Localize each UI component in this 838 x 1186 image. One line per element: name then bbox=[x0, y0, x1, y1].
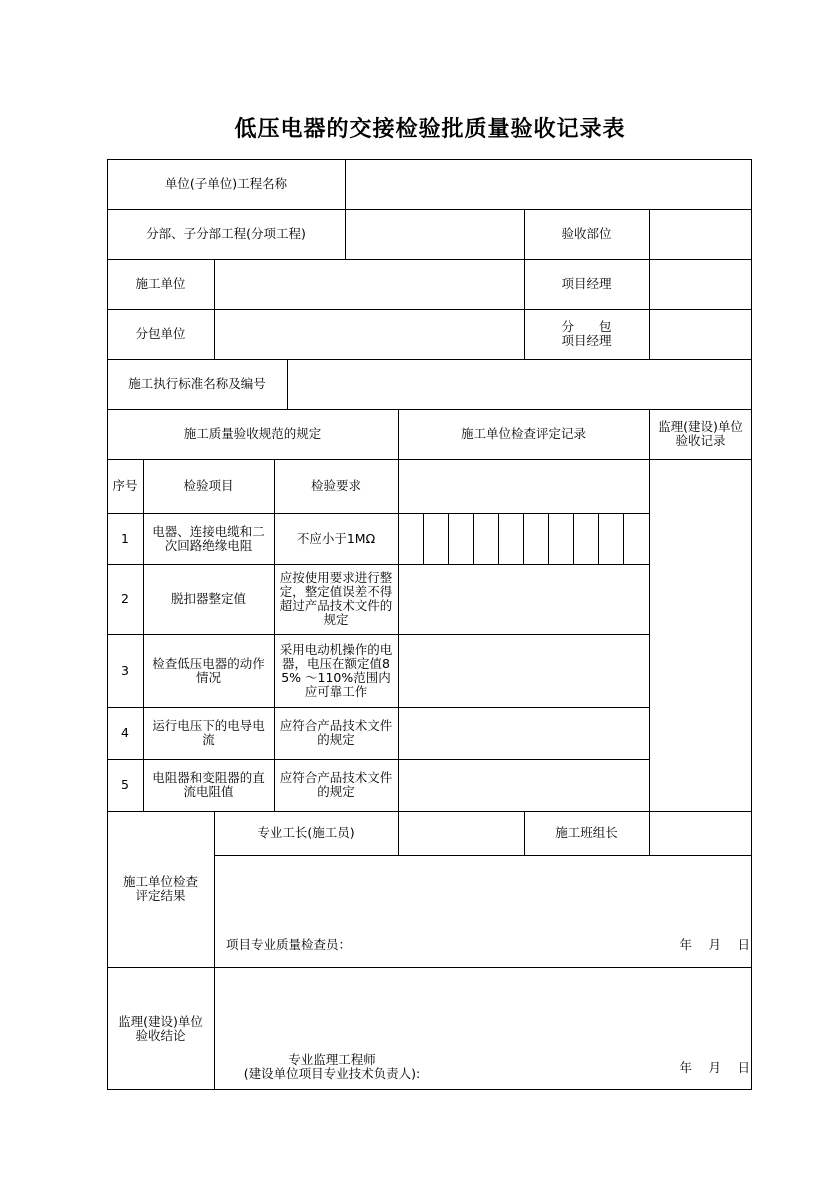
subcontract-unit-value[interactable] bbox=[214, 309, 524, 359]
project-name-label: 单位(子单位)工程名称 bbox=[164, 176, 288, 191]
row-divider bbox=[214, 855, 752, 856]
supervision-conclusion-line2: 验收结论 bbox=[135, 1027, 186, 1043]
supervision-conclusion-label bbox=[107, 967, 214, 1090]
supervision-record-label bbox=[649, 409, 752, 459]
construction-result-line2: 评定结果 bbox=[135, 888, 186, 903]
team-leader-label: 施工班组长 bbox=[555, 825, 618, 840]
measurement-cell-divider bbox=[573, 513, 574, 564]
row-3-seq: 3 bbox=[121, 662, 129, 678]
construction-unit-label: 施工单位 bbox=[135, 276, 186, 291]
subproject-value[interactable] bbox=[345, 209, 524, 259]
row-2-requirement: 应按使用要求进行整定，整定值误差不得超过产品技术文件的规定 bbox=[279, 570, 393, 627]
row-4-seq: 4 bbox=[121, 725, 129, 740]
row-4-record[interactable] bbox=[398, 707, 649, 759]
row-3-requirement: 采用电动机操作的电器，电压在额定值85% ～110%范围内应可靠工作 bbox=[279, 641, 393, 699]
measurement-cell-divider bbox=[523, 513, 524, 564]
foreman-value[interactable] bbox=[398, 811, 524, 855]
row-2-record[interactable] bbox=[398, 564, 649, 634]
measurement-cell-divider bbox=[623, 513, 624, 564]
standard-label: 施工执行标准名称及编号 bbox=[128, 376, 266, 391]
row-5-requirement: 应符合产品技术文件的规定 bbox=[279, 770, 393, 799]
subcontract-unit-label: 分包单位 bbox=[135, 326, 186, 341]
quality-inspector-label: 项目专业质量检查员： bbox=[226, 937, 352, 952]
measurement-cell-divider bbox=[548, 513, 549, 564]
construction-result-label bbox=[107, 811, 214, 967]
project-name-value[interactable] bbox=[345, 159, 752, 209]
team-leader-value[interactable] bbox=[649, 811, 752, 855]
project-manager-value[interactable] bbox=[649, 259, 752, 309]
subcontract-pm-label-line2: 项目经理 bbox=[561, 333, 612, 348]
row-4-item: 运行电压下的电导电流 bbox=[152, 718, 265, 747]
inspection-part-label: 验收部位 bbox=[561, 226, 612, 241]
construction-result-line1: 施工单位检查 bbox=[122, 874, 198, 889]
row-1-requirement: 不应小于1MΩ bbox=[296, 530, 376, 546]
project-manager-label: 项目经理 bbox=[561, 276, 612, 291]
row-3-item: 检查低压电器的动作情况 bbox=[152, 655, 265, 685]
subcontract-pm-label bbox=[524, 309, 649, 359]
row-5-item: 电阻器和变阻器的直流电阻值 bbox=[152, 770, 265, 799]
engineer-label-line1: 专业监理工程师 bbox=[288, 1052, 376, 1067]
construction-unit-value[interactable] bbox=[214, 259, 524, 309]
row-2-seq: 2 bbox=[121, 591, 129, 606]
row-5-record[interactable] bbox=[398, 759, 649, 811]
measurement-cell-divider bbox=[448, 513, 449, 564]
foreman-label: 专业工长(施工员) bbox=[257, 825, 355, 840]
item-column-header: 检验项目 bbox=[183, 478, 234, 493]
engineer-signature-label bbox=[222, 1052, 442, 1082]
supervision-record-value[interactable] bbox=[649, 459, 752, 811]
requirement-column-header: 检验要求 bbox=[310, 478, 361, 493]
inspection-part-value[interactable] bbox=[649, 209, 752, 259]
engineer-label-line2: (建设单位项目专业技术负责人): bbox=[243, 1066, 421, 1081]
subcontract-pm-value[interactable] bbox=[649, 309, 752, 359]
inspection-date: 年 月 日 bbox=[679, 937, 750, 952]
row-1-seq: 1 bbox=[121, 530, 129, 546]
spec-section-label: 施工质量验收规范的规定 bbox=[183, 426, 322, 441]
measurement-cell-divider bbox=[598, 513, 599, 564]
row-1-item: 电器、连接电缆和二次回路绝缘电阻 bbox=[152, 523, 265, 553]
row-3-record[interactable] bbox=[398, 634, 649, 707]
standard-value[interactable] bbox=[287, 359, 752, 409]
form-title: 低压电器的交接检验批质量验收记录表 bbox=[234, 117, 626, 142]
supervision-record-line2: 验收记录 bbox=[675, 433, 726, 448]
subproject-label: 分部、子分部工程(分项工程) bbox=[146, 226, 306, 241]
row-2-item: 脱扣器整定值 bbox=[170, 591, 246, 606]
supervision-record-line1: 监理(建设)单位 bbox=[658, 419, 743, 434]
row-5-seq: 5 bbox=[121, 777, 129, 792]
measurement-cell-divider bbox=[498, 513, 499, 564]
measurement-cell-divider bbox=[473, 513, 474, 564]
construction-record-label: 施工单位检查评定记录 bbox=[460, 426, 586, 441]
row-4-requirement: 应符合产品技术文件的规定 bbox=[279, 718, 393, 747]
measurement-cell-divider bbox=[423, 513, 424, 564]
supervision-conclusion-line1: 监理(建设)单位 bbox=[118, 1013, 203, 1029]
seq-column-header: 序号 bbox=[112, 478, 138, 493]
conclusion-date: 年 月 日 bbox=[679, 1060, 750, 1075]
subcontract-pm-label-line1: 分 包 bbox=[561, 319, 612, 334]
